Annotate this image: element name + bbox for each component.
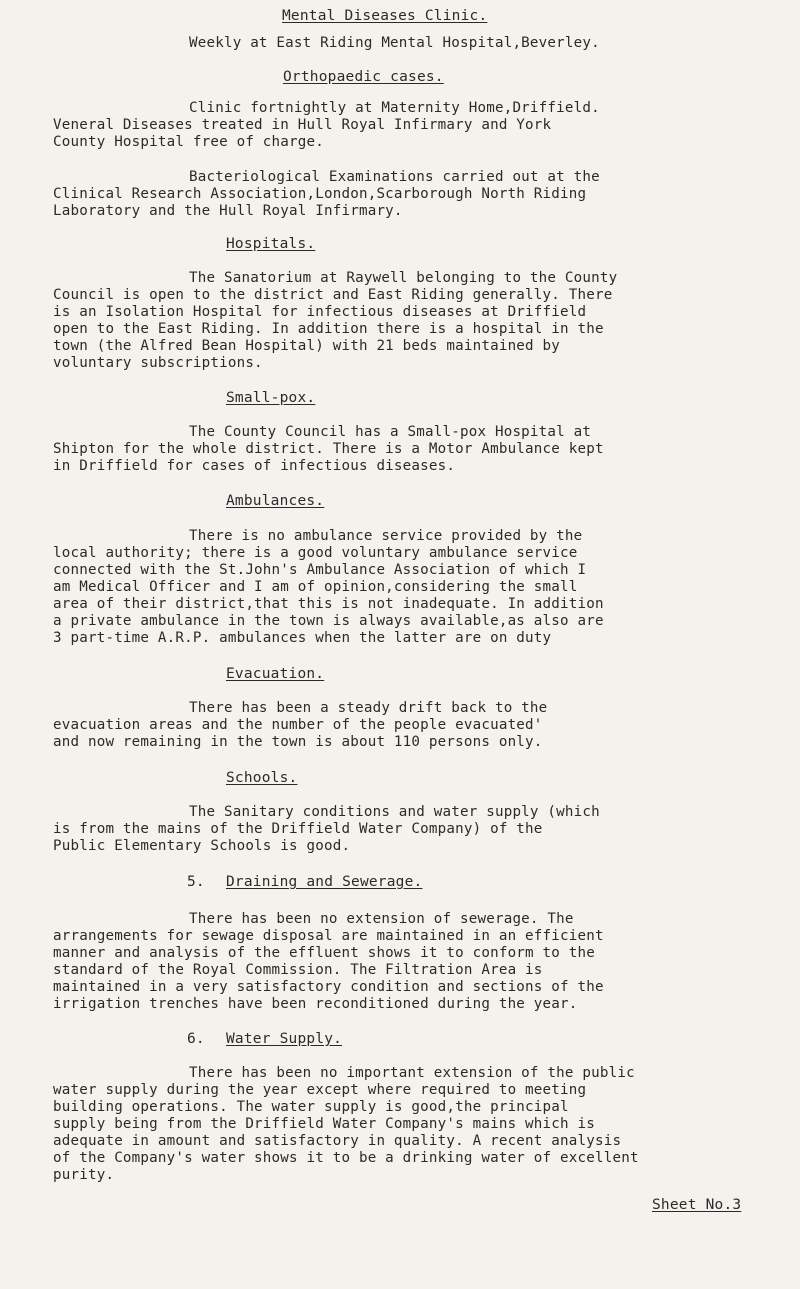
section-number-water: 6. — [187, 1031, 205, 1047]
ambulances-line: 3 part-time A.R.P. ambulances when the latter are on duty — [53, 630, 552, 646]
drainage-line: maintained in a very satisfactory condition and sections of the — [53, 979, 604, 995]
section-number-drainage: 5. — [187, 874, 205, 890]
heading-schools: Schools. — [226, 770, 298, 786]
smallpox-line: The County Council has a Small-pox Hospital at — [189, 424, 592, 440]
water-line: purity. — [53, 1167, 115, 1183]
heading-water-supply: Water Supply. — [226, 1031, 343, 1047]
ambulances-line: local authority; there is a good voluntary ambulance service — [53, 545, 578, 561]
water-line: building operations. The water supply is good,the principal — [53, 1099, 569, 1115]
evacuation-line: and now remaining in the town is about 110 persons only. — [53, 734, 543, 750]
drainage-line: standard of the Royal Commission. The Filtration Area is — [53, 962, 543, 978]
schools-line: The Sanitary conditions and water supply (which — [189, 804, 600, 820]
hospitals-line: town (the Alfred Bean Hospital) with 21 beds maintained by — [53, 338, 561, 354]
hospitals-line: is an Isolation Hospital for infectious diseases at Driffield — [53, 304, 587, 320]
hospitals-line: The Sanatorium at Raywell belonging to the County — [189, 270, 618, 286]
heading-ambulances: Ambulances. — [226, 493, 325, 509]
orthopaedic-line: County Hospital free of charge. — [53, 134, 324, 150]
smallpox-line: Shipton for the whole district. There is a Motor Ambulance kept — [53, 441, 604, 457]
drainage-line: irrigation trenches have been reconditioned during the year. — [53, 996, 578, 1012]
schools-line: Public Elementary Schools is good. — [53, 838, 351, 854]
drainage-line: manner and analysis of the effluent shows it to conform to the — [53, 945, 595, 961]
hospitals-line: Council is open to the district and East Riding generally. There — [53, 287, 613, 303]
water-line: water supply during the year except where required to meeting — [53, 1082, 587, 1098]
ambulances-line: am Medical Officer and I am of opinion,considering the small — [53, 579, 578, 595]
orthopaedic-line: Veneral Diseases treated in Hull Royal Infirmary and York — [53, 117, 552, 133]
heading-evacuation: Evacuation. — [226, 666, 325, 682]
heading-hospitals: Hospitals. — [226, 236, 316, 252]
bacteriological-line: Bacteriological Examinations carried out at the — [189, 169, 600, 185]
heading-drainage: Draining and Sewerage. — [226, 874, 423, 890]
water-line: of the Company's water shows it to be a drinking water of excellent — [53, 1150, 639, 1166]
evacuation-line: There has been a steady drift back to the — [189, 700, 548, 716]
drainage-line: arrangements for sewage disposal are maintained in an efficient — [53, 928, 604, 944]
page-title: Mental Diseases Clinic. — [282, 8, 488, 24]
bacteriological-line: Clinical Research Association,London,Scarborough North Riding — [53, 186, 587, 202]
drainage-line: There has been no extension of sewerage. The — [189, 911, 574, 927]
hospitals-line: voluntary subscriptions. — [53, 355, 263, 371]
ambulances-line: a private ambulance in the town is always available,as also are — [53, 613, 604, 629]
evacuation-line: evacuation areas and the number of the people evacuated' — [53, 717, 543, 733]
bacteriological-line: Laboratory and the Hull Royal Infirmary. — [53, 203, 403, 219]
hospitals-line: open to the East Riding. In addition there is a hospital in the — [53, 321, 604, 337]
ambulances-line: There is no ambulance service provided by the — [189, 528, 583, 544]
orthopaedic-line: Clinic fortnightly at Maternity Home,Driffield. — [189, 100, 600, 116]
ambulances-line: connected with the St.John's Ambulance Association of which I — [53, 562, 587, 578]
schools-line: is from the mains of the Driffield Water Company) of the — [53, 821, 543, 837]
smallpox-line: in Driffield for cases of infectious diseases. — [53, 458, 456, 474]
ambulances-line: area of their district,that this is not inadequate. In addition — [53, 596, 604, 612]
water-line: There has been no important extension of the public — [189, 1065, 635, 1081]
water-line: adequate in amount and satisfactory in quality. A recent analysis — [53, 1133, 622, 1149]
water-line: supply being from the Driffield Water Company's mains which is — [53, 1116, 595, 1132]
heading-orthopaedic: Orthopaedic cases. — [283, 69, 444, 85]
sheet-number: Sheet No.3 — [652, 1197, 742, 1213]
heading-smallpox: Small-pox. — [226, 390, 316, 406]
clinic-subtitle: Weekly at East Riding Mental Hospital,Beverley. — [189, 35, 600, 51]
